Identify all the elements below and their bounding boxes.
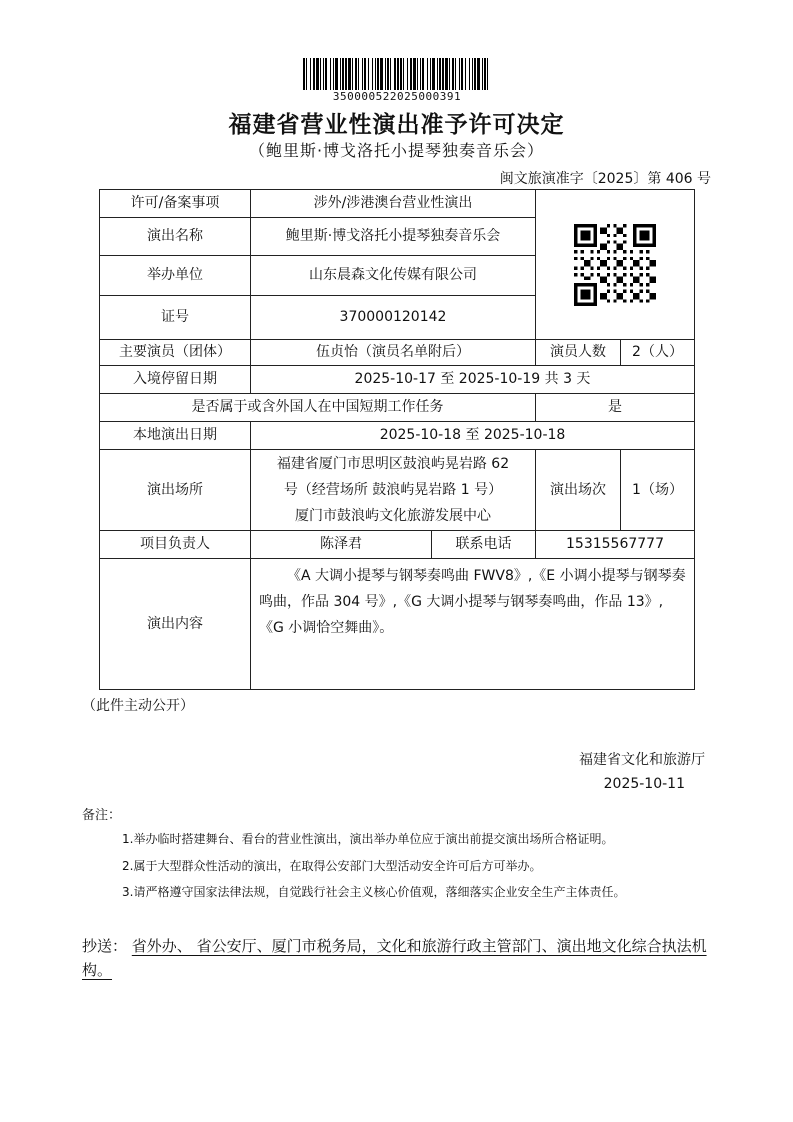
performer-count-label: 演员人数: [536, 340, 621, 366]
carbon-copy: [82, 934, 722, 982]
sessions-label: 演出场次: [536, 450, 621, 531]
local-dates-value: 2025-10-18 至 2025-10-18: [251, 422, 695, 450]
note-item: 3.请严格遵守国家法律法规，自觉践行社会主义核心价值观，落细落实企业安全生产主体责任。: [122, 885, 626, 899]
document-subtitle: （鲍里斯·博戈洛托小提琴独奏音乐会）: [248, 141, 545, 160]
permit-table: [99, 189, 695, 690]
performers-value: 伍贞怡（演员名单附后）: [251, 340, 536, 366]
license-value: 370000120142: [251, 296, 536, 340]
public-disclosure-note: （此件主动公开）: [82, 698, 194, 714]
barcode-number: 350000522025000391: [332, 90, 462, 103]
permit-item-label: 许可/备案事项: [100, 190, 251, 218]
venue-line: 福建省厦门市思明区鼓浪屿晃岩路 62: [276, 456, 510, 472]
license-label: 证号: [100, 296, 251, 340]
permit-item-value: 涉外/涉港澳台营业性演出: [251, 190, 536, 218]
show-name-value: 鲍里斯·博戈洛托小提琴独奏音乐会: [251, 218, 536, 256]
qr-cell: [536, 190, 695, 340]
notes-title: 备注：: [82, 808, 122, 823]
organizer-label: 举办单位: [100, 256, 251, 296]
venue-line: 厦门市鼓浪屿文化旅游发展中心: [295, 508, 491, 524]
entry-stay-label: 入境停留日期: [100, 366, 251, 394]
local-dates-label: 本地演出日期: [100, 422, 251, 450]
venue-line: 号（经营场所 鼓浪屿晃岩路 1 号）: [283, 482, 503, 498]
issuing-authority: 福建省文化和旅游厅: [579, 752, 705, 768]
manager-value: 陈泽君: [251, 531, 432, 559]
content-label: 演出内容: [100, 559, 251, 690]
foreign-work-label: 是否属于或含外国人在中国短期工作任务: [100, 394, 536, 422]
organizer-value: 山东晨森文化传媒有限公司: [251, 256, 536, 296]
performers-label: 主要演员（团体）: [100, 340, 251, 366]
cc-recipients: 省外办、 省公安厅、厦门市税务局，文化和旅游行政主管部门、演出地文化综合执法机构。: [82, 937, 707, 979]
document-number: 闽文旅演准字〔2025〕第 406 号: [499, 171, 711, 187]
qr-code-image: [574, 224, 656, 306]
foreign-work-value: 是: [536, 394, 695, 422]
entry-stay-value: 2025-10-17 至 2025-10-19 共 3 天: [251, 366, 695, 394]
performer-count-value: 2（人）: [621, 340, 695, 366]
manager-label: 项目负责人: [100, 531, 251, 559]
phone-label: 联系电话: [432, 531, 536, 559]
phone-value: 15315567777: [536, 531, 695, 559]
venue-label: 演出场所: [100, 450, 251, 531]
content-value: 《A 大调小提琴与钢琴奏鸣曲 FWV8》,《E 小调小提琴与钢琴奏鸣曲，作品 304 号》,《G 大调小提琴与钢琴奏鸣曲，作品 13》,《G 小调恰空舞曲》。: [251, 559, 695, 690]
show-name-label: 演出名称: [100, 218, 251, 256]
sessions-value: 1（场）: [621, 450, 695, 531]
note-item: 1.举办临时搭建舞台、看台的营业性演出，演出举办单位应于演出前提交演出场所合格证明。: [122, 832, 614, 846]
document-title: 福建省营业性演出准予许可决定: [228, 112, 565, 138]
note-item: 2.属于大型群众性活动的演出，在取得公安部门大型活动安全许可后方可举办。: [122, 859, 542, 873]
venue-value: [251, 450, 536, 531]
cc-label: 抄送：: [82, 937, 128, 955]
barcode-image: [303, 58, 491, 90]
issue-date: 2025-10-11: [603, 776, 685, 792]
